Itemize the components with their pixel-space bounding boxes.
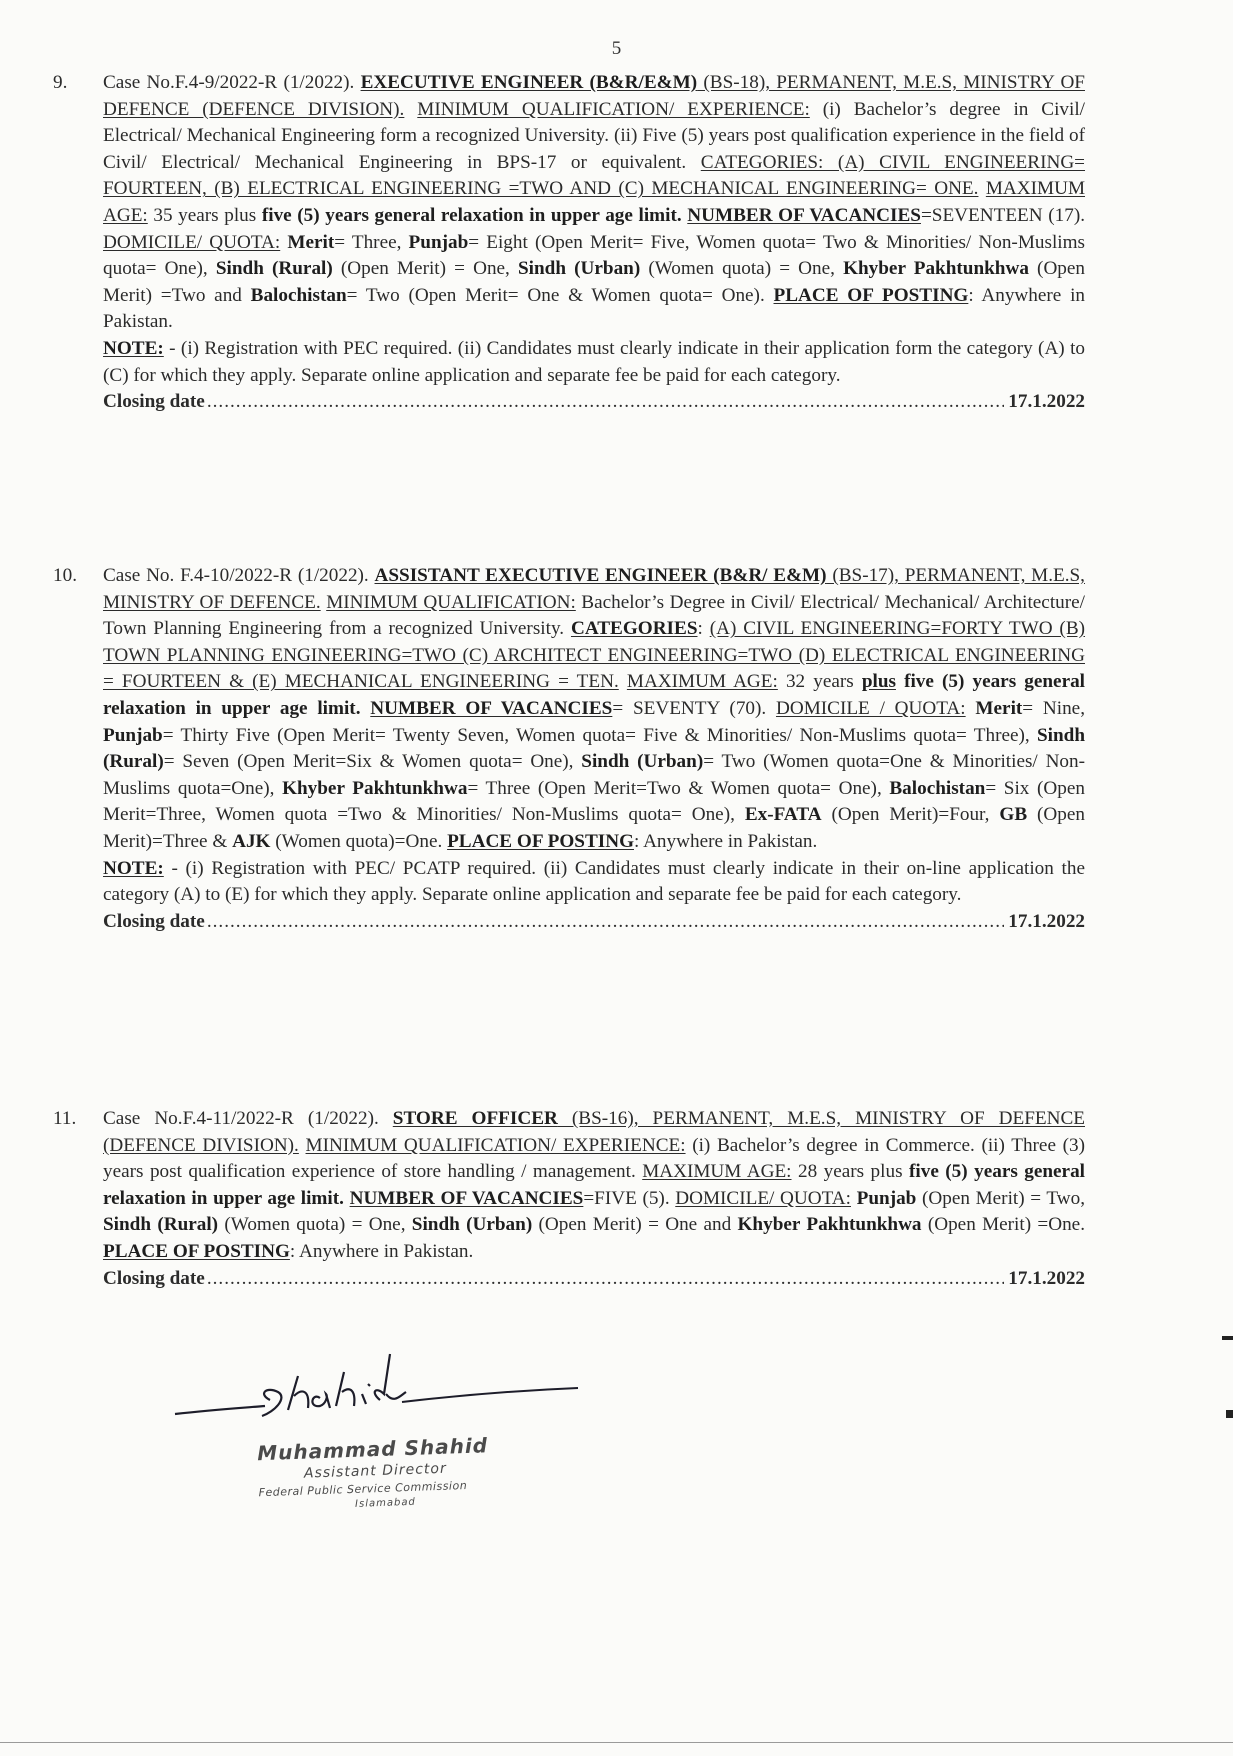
signature-block bbox=[170, 1336, 590, 1536]
closing-date: 17.1.2022 bbox=[1008, 1267, 1085, 1289]
closing-label: Closing date bbox=[103, 910, 205, 932]
case-note: NOTE: - (i) Registration with PEC required. (ii) Candidates must clearly indicate in their application form the category (A) to (C) for which they apply. Separate online application and separate fee be paid for each category. bbox=[103, 337, 1085, 386]
leader-dots bbox=[207, 1266, 1004, 1293]
handwritten-signature bbox=[170, 1336, 590, 1446]
scan-edge-mark bbox=[1222, 1336, 1233, 1340]
case-text: Case No.F.4-11/2022-R (1/2022). STORE OFFICER (BS-16), PERMANENT, M.E.S, MINISTRY OF DEFENCE (DEFENCE DIVISION). MINIMUM QUALIFICATION/ EXPERIENCE: (i) Bachelor’s degree in Commerce. (ii) Three (3) years post qualification experience of store handling / management. MAXIMUM AGE: 28 years plus five (5) years general relaxation in upper age limit. NUMBER OF VACANCIES=FIVE (5). DOMICILE/ QUOTA: Punjab (Open Merit) = Two, Sindh (Rural) (Women quota) = One, Sindh (Urban) (Open Merit) = One and Khyber Pakhtunkhwa (Open Merit) =One. PLACE OF POSTING: Anywhere in Pakistan. bbox=[103, 1108, 1086, 1262]
case-text: Case No. F.4-10/2022-R (1/2022). ASSISTANT EXECUTIVE ENGINEER (B&R/ E&M) (BS-17), PERMANENT, M.E.S, MINISTRY OF DEFENCE. MINIMUM QUALIFICATION: Bachelor’s Degree in Civil/ Electrical/ Mechanical/ Architecture/ Town Planning Engineering from a recognized University. CATEGORIES: (A) CIVIL ENGINEERING=FORTY TWO (B) TOWN PLANNING ENGINEERING=TWO (C) ARCHITECT ENGINEERING=TWO (D) ELECTRICAL ENGINEERING = FOURTEEN & (E) MECHANICAL ENGINEERING = TEN. MAXIMUM AGE: 32 years plus five (5) years general relaxation in upper age limit. NUMBER OF VACANCIES= SEVENTY (70). DOMICILE / QUOTA: Merit= Nine, Punjab= Thirty Five (Open Merit= Twenty Seven, Women quota= Five & Minorities/ Non-Muslims quota= Three), Sindh (Rural)= Seven (Open Merit=Six & Women quota= One), Sindh (Urban)= Two (Women quota=One & Minorities/ Non-Muslims quota=One), Khyber Pakhtunkhwa= Three (Open Merit=Two & Women quota= One), Balochistan= Six (Open Merit=Three, Women quota =Two & Minorities/ Non-Muslims quota= One), Ex-FATA (Open Merit)=Four, GB (Open Merit)=Three & AJK (Women quota)=One. PLACE OF POSTING: Anywhere in Pakistan. bbox=[103, 565, 1086, 852]
leader-dots bbox=[207, 389, 1004, 416]
officer-name: Muhammad Shahid bbox=[256, 1433, 489, 1466]
closing-date: 17.1.2022 bbox=[1008, 910, 1085, 932]
case-10 bbox=[53, 563, 1086, 935]
page-number: 5 bbox=[611, 38, 622, 59]
organization-city: Islamabad bbox=[354, 1496, 417, 1510]
case-number: 10. bbox=[53, 565, 77, 586]
case-note: NOTE: - (i) Registration with PEC/ PCATP required. (ii) Candidates must clearly indicate in their on-line application the category (A) to (E) for which they apply. Separate online application and separate fee be paid for each category. bbox=[103, 857, 1085, 906]
organization-name: Federal Public Service Commission bbox=[258, 1478, 468, 1500]
case-9 bbox=[53, 70, 1086, 416]
official-stamp bbox=[257, 1431, 559, 1513]
scan-edge-mark bbox=[1226, 1410, 1233, 1418]
case-number: 9. bbox=[53, 72, 68, 93]
closing-date: 17.1.2022 bbox=[1008, 391, 1085, 413]
officer-designation: Assistant Director bbox=[303, 1460, 447, 1482]
case-11 bbox=[53, 1106, 1086, 1292]
closing-label: Closing date bbox=[103, 1267, 205, 1289]
closing-label: Closing date bbox=[103, 391, 205, 413]
closing-date-line bbox=[103, 1266, 1085, 1293]
closing-date-line bbox=[103, 389, 1085, 416]
case-number: 11. bbox=[53, 1108, 77, 1129]
case-text: Case No.F.4-9/2022-R (1/2022). EXECUTIVE ENGINEER (B&R/E&M) (BS-18), PERMANENT, M.E.S, MINISTRY OF DEFENCE (DEFENCE DIVISION). MINIMUM QUALIFICATION/ EXPERIENCE: (i) Bachelor’s degree in Civil/ Electrical/ Mechanical Engineering form a recognized University. (ii) Five (5) years post qualification experience in the field of Civil/ Electrical/ Mechanical Engineering in BPS-17 or equivalent. CATEGORIES: (A) CIVIL ENGINEERING= FOURTEEN, (B) ELECTRICAL ENGINEERING =TWO AND (C) MECHANICAL ENGINEERING= ONE. MAXIMUM AGE: 35 years plus five (5) years general relaxation in upper age limit. NUMBER OF VACANCIES=SEVENTEEN (17). DOMICILE/ QUOTA: Merit= Three, Punjab= Eight (Open Merit= Five, Women quota= Two & Minorities/ Non-Muslims quota= One), Sindh (Rural) (Open Merit) = One, Sindh (Urban) (Women quota) = One, Khyber Pakhtunkhwa (Open Merit) =Two and Balochistan= Two (Open Merit= One & Women quota= One). PLACE OF POSTING: Anywhere in Pakistan. bbox=[103, 72, 1086, 333]
scan-bottom-line bbox=[0, 1742, 1233, 1743]
closing-date-line bbox=[103, 909, 1085, 936]
leader-dots bbox=[207, 909, 1004, 936]
